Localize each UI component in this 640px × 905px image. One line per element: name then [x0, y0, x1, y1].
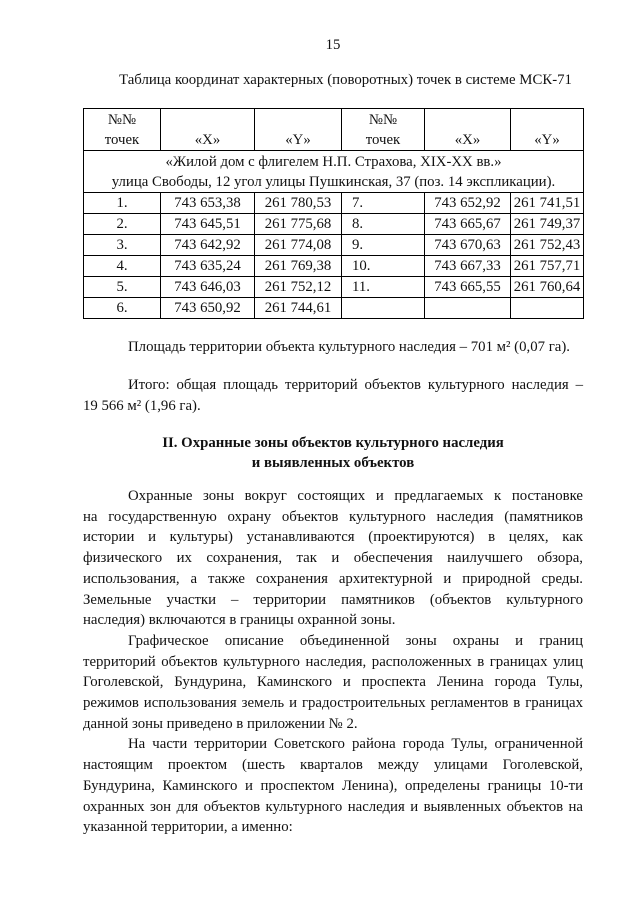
- header-line: точек: [365, 132, 401, 148]
- empty-cell: [342, 298, 425, 319]
- x-coordinate-cell: 743 635,24: [161, 256, 255, 277]
- y-coordinate-cell: 261 780,53: [255, 193, 342, 214]
- y-coordinate-cell: 261 774,08: [255, 235, 342, 256]
- paragraph-line: Площадь территории объекта культурного наследия – 701 м² (0,07 га).: [128, 339, 570, 355]
- point-number-cell: 11.: [342, 277, 425, 298]
- x-coordinate-cell: 743 642,92: [161, 235, 255, 256]
- table-row: [84, 256, 584, 277]
- paragraph-line: истории и культуры) устанавливаются (проектируются) в целях, как: [83, 529, 583, 546]
- paragraph-line: физического их сохранения, так и обеспечения наилучшего обзора,: [83, 550, 583, 567]
- table-row: [84, 214, 584, 235]
- paragraph-line: Земельные участки – территории памятников (объектов культурного: [83, 591, 583, 608]
- paragraph-line: Охранные зоны вокруг состоящих и предлагаемых к постановке: [128, 488, 583, 504]
- y-coordinate-cell: 261 760,64: [511, 277, 584, 298]
- section-body: [83, 486, 583, 838]
- table-row: [84, 298, 584, 319]
- table-title: Таблица координат характерных (поворотных) точек в системе МСК-71: [119, 72, 572, 88]
- object-name: «Жилой дом с флигелем Н.П. Страхова, XIX-XX вв.»: [165, 153, 502, 170]
- section-heading: [83, 433, 583, 473]
- paragraph-line: На части территории Советского района города Тулы, ограниченной: [128, 736, 583, 753]
- y-coordinate-cell: 261 757,71: [511, 256, 584, 277]
- column-header-point-number: [342, 109, 425, 151]
- y-coordinate-cell: 261 769,38: [255, 256, 342, 277]
- table-row: [84, 235, 584, 256]
- column-header-x: [425, 109, 511, 151]
- paragraph-line: наследия) включаются в границы охранной зоны.: [83, 612, 396, 629]
- header-line: «Y»: [285, 132, 311, 148]
- x-coordinate-cell: 743 650,92: [161, 298, 255, 319]
- header-line: «Y»: [534, 132, 560, 148]
- point-number-cell: 9.: [342, 235, 425, 256]
- table-object-row: [84, 151, 584, 193]
- y-coordinate-cell: 261 741,51: [511, 193, 584, 214]
- empty-cell: [425, 298, 511, 319]
- heading-line: II. Охранные зоны объектов культурного наследия: [162, 435, 504, 451]
- object-address: улица Свободы, 12 угол улицы Пушкинская, 37 (поз. 14 экспликации).: [111, 173, 556, 190]
- header-line: №№: [368, 112, 398, 128]
- empty-cell: [511, 298, 584, 319]
- header-line: №№: [107, 112, 137, 128]
- y-coordinate-cell: 261 775,68: [255, 214, 342, 235]
- y-coordinate-cell: 261 752,12: [255, 277, 342, 298]
- page-number: 15: [325, 37, 341, 53]
- paragraph-line: территорий объектов культурного наследия, расположенных в границах улиц: [83, 653, 583, 670]
- point-number-cell: 4.: [84, 256, 161, 277]
- coordinates-table: [83, 108, 584, 319]
- paragraph-line: Графическое описание объединенной зоны охраны и границ: [128, 632, 583, 649]
- object-description-cell: [84, 151, 584, 193]
- x-coordinate-cell: 743 653,38: [161, 193, 255, 214]
- heading-line: и выявленных объектов: [251, 455, 415, 471]
- table-row: [84, 277, 584, 298]
- point-number-cell: 8.: [342, 214, 425, 235]
- x-coordinate-cell: 743 665,55: [425, 277, 511, 298]
- table-header-row: [84, 109, 584, 151]
- x-coordinate-cell: 743 652,92: [425, 193, 511, 214]
- column-header-x: [161, 109, 255, 151]
- paragraph-line: на государственную охрану объектов культурного наследия (памятников: [83, 508, 583, 525]
- header-line: «X»: [454, 132, 481, 148]
- x-coordinate-cell: 743 646,03: [161, 277, 255, 298]
- x-coordinate-cell: 743 670,63: [425, 235, 511, 256]
- point-number-cell: 3.: [84, 235, 161, 256]
- object-area-note: [83, 337, 583, 358]
- y-coordinate-cell: 261 749,37: [511, 214, 584, 235]
- paragraph-line: указанной территории, а именно:: [83, 819, 293, 836]
- column-header-y: [511, 109, 584, 151]
- point-number-cell: 6.: [84, 298, 161, 319]
- header-line: точек: [104, 132, 140, 148]
- y-coordinate-cell: 261 744,61: [255, 298, 342, 319]
- paragraph-line: режимов использования земель и градостроительных регламентов в границах: [83, 695, 583, 712]
- paragraph-line: Гоголевской, Бундурина, Каминского и проспекта Ленина города Тулы,: [83, 674, 583, 691]
- column-header-point-number: [84, 109, 161, 151]
- x-coordinate-cell: 743 667,33: [425, 256, 511, 277]
- total-area-note: [83, 375, 583, 416]
- paragraph-line: Бундурина, Каминского и проспектом Ленина), определены границы 10-ти: [83, 777, 583, 794]
- paragraph-line: 19 566 м² (1,96 га).: [83, 397, 201, 414]
- paragraph-line: данной зоны приведено в приложении № 2.: [83, 715, 358, 732]
- point-number-cell: 7.: [342, 193, 425, 214]
- point-number-cell: 1.: [84, 193, 161, 214]
- paragraph-line: Итого: общая площадь территорий объектов культурного наследия –: [128, 377, 583, 393]
- y-coordinate-cell: 261 752,43: [511, 235, 584, 256]
- paragraph-protection-zones-purpose: [83, 486, 583, 631]
- paragraph-line: настоящим проектом (шесть кварталов между улицами Гоголевской,: [83, 757, 583, 774]
- table-row: [84, 193, 584, 214]
- x-coordinate-cell: 743 665,67: [425, 214, 511, 235]
- paragraph-zone-boundaries: [83, 734, 583, 838]
- point-number-cell: 2.: [84, 214, 161, 235]
- paragraph-line: использования, а также сохранения архитектурной и природной среды.: [83, 570, 583, 587]
- paragraph-graphic-description: [83, 631, 583, 735]
- point-number-cell: 10.: [342, 256, 425, 277]
- header-line: «X»: [194, 132, 221, 148]
- column-header-y: [255, 109, 342, 151]
- paragraph-line: охранных зон для объектов культурного наследия и выявленных объектов на: [83, 798, 583, 815]
- point-number-cell: 5.: [84, 277, 161, 298]
- x-coordinate-cell: 743 645,51: [161, 214, 255, 235]
